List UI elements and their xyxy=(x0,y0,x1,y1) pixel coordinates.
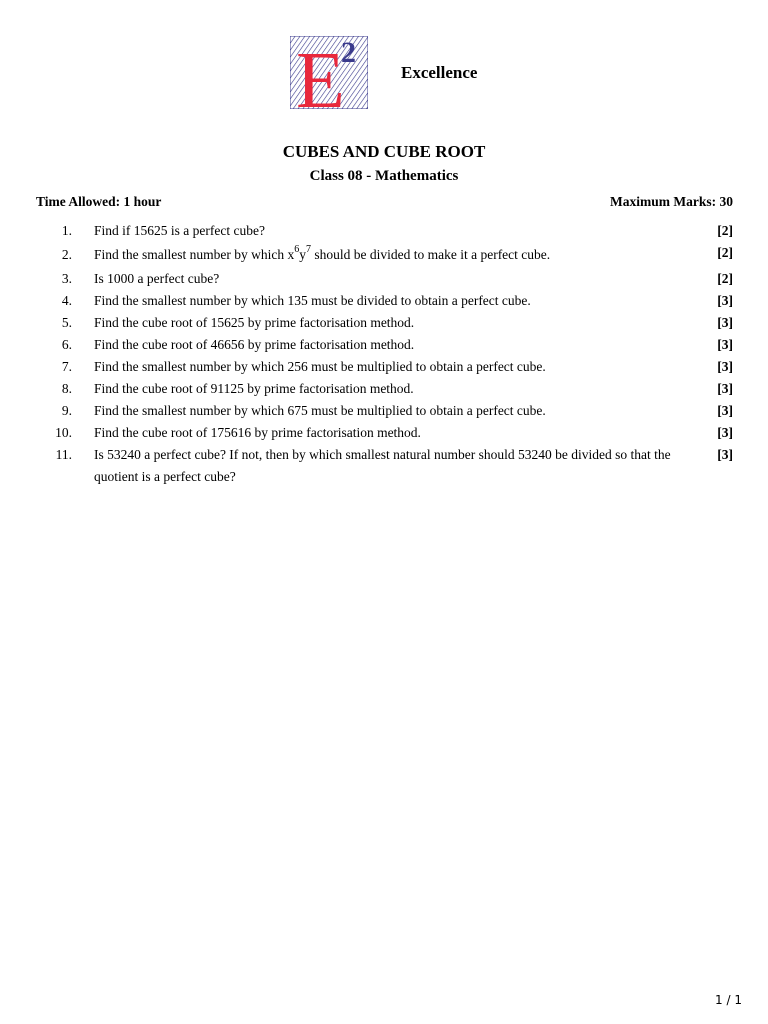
question-marks: [2] xyxy=(717,271,733,286)
exponent: 7 xyxy=(305,244,311,255)
question-marks: [2] xyxy=(717,223,733,238)
page-number: 1 / 1 xyxy=(715,993,742,1007)
question-text: Find the cube root of 15625 by prime factorisation method. xyxy=(94,315,415,330)
question-item xyxy=(0,356,768,378)
question-text: Is 1000 a perfect cube? xyxy=(94,271,220,286)
excellence-logo xyxy=(290,36,368,109)
question-marks: [3] xyxy=(717,447,733,462)
question-number: 1. xyxy=(61,223,72,238)
question-text: Find if 15625 is a perfect cube? xyxy=(94,223,265,238)
logo-superscript: 2 xyxy=(341,36,356,69)
question-item xyxy=(0,378,768,400)
question-marks: [3] xyxy=(717,359,733,374)
page-header xyxy=(0,34,768,114)
brand-name: Excellence xyxy=(401,63,478,82)
question-list xyxy=(0,220,768,488)
question-text-part: y xyxy=(299,247,306,262)
document-title: CUBES AND CUBE ROOT xyxy=(282,142,486,161)
question-number: 3. xyxy=(61,271,72,286)
question-text: Find the smallest number by which 256 must be multiplied to obtain a perfect cube. xyxy=(94,359,546,374)
question-text: Find the cube root of 175616 by prime factorisation method. xyxy=(94,425,421,440)
question-marks: [3] xyxy=(717,381,733,396)
question-text: Find the cube root of 46656 by prime factorisation method. xyxy=(94,337,415,352)
question-item xyxy=(0,268,768,290)
question-text-part: Find the smallest number by which x xyxy=(94,247,295,262)
question-number: 2. xyxy=(61,247,72,262)
question-text-part: should be divided to make it a perfect cube. xyxy=(310,247,551,262)
question-item xyxy=(0,220,768,242)
question-item xyxy=(0,290,768,312)
question-text: Find the cube root of 91125 by prime factorisation method. xyxy=(94,381,414,396)
maximum-marks: Maximum Marks: 30 xyxy=(610,194,733,209)
question-marks: [3] xyxy=(717,403,733,418)
question-marks: [3] xyxy=(717,337,733,352)
exponent: 6 xyxy=(294,244,300,255)
question-number: 9. xyxy=(61,403,72,418)
question-number: 10. xyxy=(55,425,72,440)
logo-graphic xyxy=(290,36,368,109)
question-number: 8. xyxy=(61,381,72,396)
question-number: 11. xyxy=(55,447,72,462)
question-item xyxy=(0,400,768,422)
question-number: 5. xyxy=(61,315,72,330)
logo-letter: E xyxy=(296,37,345,109)
time-allowed: Time Allowed: 1 hour xyxy=(36,194,162,209)
question-number: 4. xyxy=(61,293,72,308)
document-subtitle: Class 08 - Mathematics xyxy=(309,168,459,184)
question-item xyxy=(0,242,768,268)
question-marks: [3] xyxy=(717,315,733,330)
question-text xyxy=(94,242,684,268)
question-marks: [3] xyxy=(717,425,733,440)
question-marks: [3] xyxy=(717,293,733,308)
question-item xyxy=(0,334,768,356)
question-number: 7. xyxy=(61,359,72,374)
question-item xyxy=(0,444,768,488)
question-text: Find the smallest number by which 135 must be divided to obtain a perfect cube. xyxy=(94,293,531,308)
question-text: Find the smallest number by which 675 must be multiplied to obtain a perfect cube. xyxy=(94,403,546,418)
question-number: 6. xyxy=(61,337,72,352)
question-item xyxy=(0,312,768,334)
question-item xyxy=(0,422,768,444)
question-text: Is 53240 a perfect cube? If not, then by which smallest natural number should 53240 be divided so that the quotient is a perfect cube? xyxy=(94,447,671,484)
question-marks: [2] xyxy=(717,245,733,260)
